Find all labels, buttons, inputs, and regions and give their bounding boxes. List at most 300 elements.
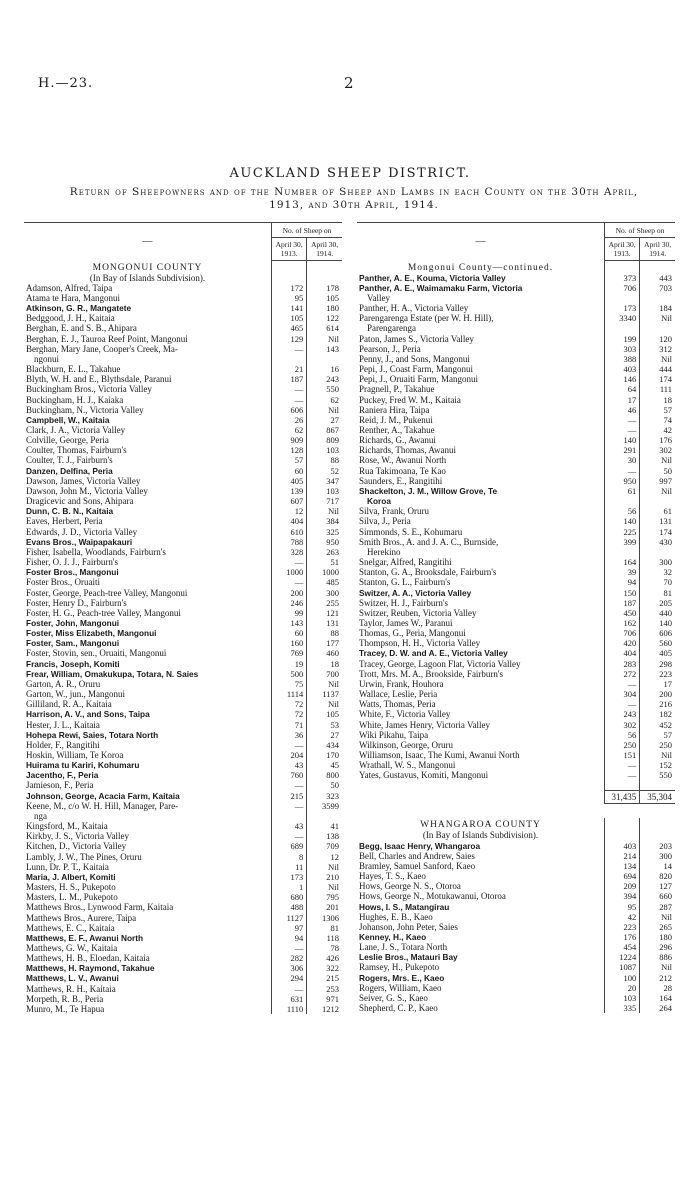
owner-name: Johanson, John Peter, Saies (359, 921, 458, 932)
column-header-name: — (357, 223, 605, 261)
empty-cell (640, 830, 675, 840)
table-row (357, 344, 675, 354)
sheep-1913: 199 (605, 334, 640, 344)
sheep-1913: 607 (272, 496, 307, 506)
owner-name: Adamson, Alfred, Taipa (26, 282, 113, 293)
sheep-1914: 550 (640, 770, 675, 780)
sheep-1914: 215 (307, 973, 342, 983)
owner-name: Pepi, J., Coast Farm, Mangonui (359, 364, 473, 375)
owner-name: Holder, F., Rangitihi (26, 739, 100, 750)
owner-name: Dawson, James, Victoria Valley (26, 475, 141, 486)
column-header-1913: April 30, 1913. (605, 238, 640, 261)
sheep-1913: 42 (605, 912, 640, 922)
table-row (24, 669, 342, 679)
owner-name: Paton, James S., Victoria Valley (359, 333, 474, 344)
table-row (24, 811, 342, 821)
sheep-1914: 14 (640, 861, 675, 871)
county-total-row (357, 791, 675, 804)
owner-name: Wallace, Leslie, Peria (359, 689, 438, 700)
sheep-1913: 1000 (272, 567, 307, 577)
owner-name: Matthews, E. C., Kaitaia (26, 922, 115, 933)
table-row (357, 618, 675, 628)
owner-name: Richards, Thomas, Awanui (359, 445, 456, 456)
sheep-1914: 81 (640, 588, 675, 598)
sheep-1913: 294 (272, 973, 307, 983)
sheep-1914: 440 (640, 608, 675, 618)
sheep-1914: Nil (307, 862, 342, 872)
sheep-1914: 176 (640, 435, 675, 445)
owner-name: Urwin, Frank, Houhora (359, 678, 444, 689)
owner-name: Valley (367, 292, 390, 303)
sheep-1913: 151 (605, 750, 640, 760)
table-row (357, 699, 675, 709)
sheep-1913: 60 (272, 628, 307, 638)
sheep-1914 (640, 547, 675, 557)
table-row (24, 567, 342, 577)
sheep-1914: 105 (307, 293, 342, 303)
sheep-1913: 399 (605, 537, 640, 547)
owner-name: Penny, J., and Sons, Mangonui (359, 353, 470, 364)
table-body-left (24, 261, 342, 1015)
table-row (357, 740, 675, 750)
table-row (24, 466, 342, 476)
sheep-1914: 131 (640, 516, 675, 526)
sheep-1914: 164 (640, 993, 675, 1003)
sheep-1914: 452 (640, 720, 675, 730)
owner-name: Lunn, Dr. P. T., Kaitaia (26, 861, 109, 872)
spacer-row (357, 780, 675, 790)
document-title: AUCKLAND SHEEP DISTRICT. (229, 166, 471, 181)
table-row (357, 932, 675, 942)
table-row (357, 720, 675, 730)
sheep-1913: 204 (272, 750, 307, 760)
sheep-1913: 373 (605, 273, 640, 283)
sheep-1914: 426 (307, 953, 342, 963)
owner-name: Wrathall, W. S., Mangonui (359, 760, 456, 771)
sheep-1913: 95 (605, 902, 640, 912)
sheep-1913: 39 (605, 567, 640, 577)
owner-name: Berghan, E. and S. B., Ahipara (26, 323, 137, 334)
subdivision-row (357, 830, 675, 840)
table-row (24, 516, 342, 526)
sheep-1913: 99 (272, 608, 307, 618)
table-row (357, 466, 675, 476)
table-row (357, 455, 675, 465)
sheep-1913: 140 (605, 435, 640, 445)
owner-name: Foster, H. G., Peach-tree Valley, Mangonui (26, 607, 181, 618)
sheep-1913: 403 (605, 841, 640, 851)
owner-name: Stanton, G. L., Fairburn's (359, 577, 451, 588)
owner-name: Hayes, T. S., Kaeo (359, 871, 426, 882)
sheep-1913: 56 (605, 730, 640, 740)
table-row (24, 374, 342, 384)
owner-name: Dunn, C. B. N., Kaitaia (26, 506, 114, 517)
owner-name: Parengarenga Estate (per W. H. Hill), (359, 313, 494, 324)
table-row (357, 983, 675, 993)
table-row (357, 689, 675, 699)
owner-name: Taylor, James W., Paranui (359, 617, 453, 628)
owner-name: Reid, J. M., Pukenui (359, 414, 433, 425)
owner-name: Gilliland, R. A., Kaitaia (26, 699, 112, 710)
sheep-1913: 610 (272, 527, 307, 537)
sheep-1913: — (272, 984, 307, 994)
document-reference: H.—23. (38, 76, 94, 91)
sheep-1913: 187 (272, 374, 307, 384)
sheep-1914: 210 (307, 872, 342, 882)
owner-name: Hoskin, William, Te Koroa (26, 750, 124, 760)
table-row (24, 425, 342, 435)
table-row (357, 496, 675, 506)
owner-name: Koroa (367, 496, 391, 507)
sheep-1913 (605, 323, 640, 333)
sheep-1913: 128 (272, 445, 307, 455)
sheep-1913: 160 (272, 638, 307, 648)
table-body-right (357, 261, 675, 1014)
owner-name: Matthews, L. V., Awanui (26, 973, 119, 984)
sheep-1913: 306 (272, 963, 307, 973)
sheep-1913: 388 (605, 354, 640, 364)
owner-name: Masters, H. S., Pukepoto (26, 882, 116, 893)
table-row (357, 1003, 675, 1013)
table-row (24, 506, 342, 516)
sheep-1913: 64 (605, 384, 640, 394)
table-row (24, 638, 342, 648)
owner-name: Fisher, O. J. J., Fairburn's (26, 557, 119, 568)
sheep-1913: — (605, 699, 640, 709)
table-row (24, 608, 342, 618)
sheep-1913: 100 (605, 973, 640, 983)
table-row (24, 862, 342, 872)
table-row (24, 720, 342, 730)
owner-name: Fisher, Isabella, Woodlands, Fairburn's (26, 546, 166, 557)
table-row (357, 547, 675, 557)
owner-name: Bramley, Samuel Sanford, Kaeo (359, 860, 476, 871)
sheep-1914: 203 (640, 841, 675, 851)
owner-name: Saunders, E., Rangitihi (359, 475, 443, 486)
sheep-1914: 223 (640, 669, 675, 679)
owner-name: Panther, A. E., Kouma, Victoria Valley (359, 272, 506, 283)
sheep-1913: — (272, 384, 307, 394)
table-row (24, 598, 342, 608)
sheep-1913: 403 (605, 364, 640, 374)
sheep-1914: 800 (307, 770, 342, 780)
sheep-1914: 820 (640, 871, 675, 881)
sheep-1913: 11 (272, 862, 307, 872)
sheep-1914: Nil (640, 313, 675, 323)
table-row (357, 598, 675, 608)
sheep-1913: 187 (605, 598, 640, 608)
table-row (24, 537, 342, 547)
sheep-1914: 12 (307, 852, 342, 862)
sheep-1913: 140 (605, 516, 640, 526)
sheep-1913: 139 (272, 486, 307, 496)
sheep-1914: 323 (307, 791, 342, 801)
sheep-1913: 21 (272, 364, 307, 374)
sheep-1913: 95 (272, 293, 307, 303)
owner-name: Shepherd, C. P., Kaeo (359, 1003, 438, 1014)
sheep-1913: 36 (272, 730, 307, 740)
sheep-1914: 50 (307, 780, 342, 790)
table-row (24, 283, 342, 293)
sheep-1914: Nil (640, 486, 675, 496)
county-heading: MONGONUI COUNTY (92, 262, 203, 273)
table-row (357, 922, 675, 932)
sheep-1913: 450 (605, 608, 640, 618)
column-group-header: No. of Sheep on (605, 223, 676, 238)
table-row (357, 506, 675, 516)
sheep-1914: 265 (640, 922, 675, 932)
table-row (357, 588, 675, 598)
table-row (357, 364, 675, 374)
owner-name: Frear, William, Omakukupa, Totara, N. Saies (26, 668, 199, 679)
table-row (24, 750, 342, 760)
sheep-1914: 174 (640, 527, 675, 537)
sheep-1914: 122 (307, 313, 342, 323)
owner-name: Silva, J., Peria (359, 516, 411, 527)
owner-name: Renther, A., Takahue (359, 425, 435, 435)
sheep-1914: 216 (640, 699, 675, 709)
owner-name: Wilkinson, George, Oruru (359, 739, 453, 750)
sheep-1913: 335 (605, 1003, 640, 1013)
sheep-1914: 703 (640, 283, 675, 293)
table-row (24, 313, 342, 323)
table-row (357, 577, 675, 587)
table-row (24, 334, 342, 344)
owner-name: Garton, A. R., Oruru (26, 678, 101, 689)
owner-name: Tracey, D. W. and A. E., Victoria Valley (359, 648, 508, 659)
sheep-1914: 111 (640, 384, 675, 394)
sheep-1914: 971 (307, 994, 342, 1004)
owner-name: Snelgar, Alfred, Rangitihi (359, 557, 452, 568)
owner-name: Panther, H. A., Victoria Valley (359, 303, 469, 314)
sheep-1914: 300 (640, 557, 675, 567)
sheep-1914: 250 (640, 740, 675, 750)
sheep-1913: 243 (605, 709, 640, 719)
sheep-1914: 42 (640, 425, 675, 435)
table-row (357, 952, 675, 962)
owner-name: Coulter, T. J., Fairburn's (26, 455, 113, 466)
empty-cell (640, 261, 675, 273)
owner-name: Foster, George, Peach-tree Valley, Mangonui (26, 587, 188, 598)
owner-name: Ramsey, H., Pukepoto (359, 962, 440, 973)
sheep-1914: 312 (640, 344, 675, 354)
table-row (357, 527, 675, 537)
owner-name: Buckingham, N., Victoria Valley (26, 404, 144, 415)
sheepowners-table-left (24, 222, 342, 1014)
sheep-1913: — (272, 943, 307, 953)
table-row (357, 861, 675, 871)
table-row (24, 476, 342, 486)
owner-name: Thomas, G., Peria, Mangonui (359, 628, 466, 639)
table-row (357, 486, 675, 496)
owner-name: Stanton, G. A., Brooksdale, Fairburn's (359, 567, 497, 578)
table-row (357, 871, 675, 881)
owner-name: Masters, L. M., Pukepoto (26, 892, 118, 903)
sheep-1914: 52 (307, 466, 342, 476)
owner-name: Williamson, Isaac, The Kumi, Awanui North (359, 750, 520, 760)
owner-name: Hohepa Rewi, Saies, Totara North (26, 729, 159, 740)
sheep-1914: 81 (307, 923, 342, 933)
sheep-1914: Nil (307, 506, 342, 516)
sheep-1913: 788 (272, 537, 307, 547)
sheep-1914: 997 (640, 476, 675, 486)
owner-name: Buckingham Bros., Victoria Valley (26, 384, 152, 395)
sheep-1913: 94 (272, 933, 307, 943)
owner-name: Munro, M., Te Hapua (26, 1003, 105, 1014)
table-row (357, 760, 675, 770)
sheep-1913: 20 (605, 983, 640, 993)
sheep-1914: Nil (307, 882, 342, 892)
owner-name: Matthews, G. W., Kaitaia (26, 942, 118, 953)
table-row (357, 993, 675, 1003)
table-row (357, 770, 675, 780)
sheep-1914: Nil (640, 354, 675, 364)
column-header-1913: April 30, 1913. (272, 238, 307, 261)
owner-name: Watts, Thomas, Peria (359, 699, 436, 710)
sheep-1914: 180 (640, 932, 675, 942)
owner-name: Lambly, J. W., The Pines, Oruru (26, 851, 142, 862)
sheep-1913: 606 (272, 405, 307, 415)
table-row (24, 435, 342, 445)
sheep-1913: 272 (605, 669, 640, 679)
owner-name: Hows, George N. S., Otoroa (359, 881, 461, 892)
sheep-1914: 384 (307, 516, 342, 526)
sheep-1914: 201 (307, 902, 342, 912)
sheep-1913 (272, 354, 307, 364)
sheep-1913: — (272, 801, 307, 811)
sheep-1913: 103 (605, 993, 640, 1003)
owner-name: Richards, G., Awanui (359, 435, 436, 446)
document-subtitle: Return of Sheepowners and of the Number of Sheep and Lambs in each County on the 30th April, 1913, and 30th April, 1914. (69, 186, 639, 211)
sheep-1914 (307, 811, 342, 821)
right-column (357, 222, 675, 1013)
sheep-1914: 184 (640, 303, 675, 313)
owner-name: Buckingham, H. J., Kaiaka (26, 394, 124, 405)
owner-name: Yates, Gustavus, Komiti, Mangonui (359, 770, 489, 781)
sheep-1913 (272, 811, 307, 821)
sheep-1913: 769 (272, 648, 307, 658)
owner-name: Foster Bros., Oruaiti (26, 577, 100, 588)
sheep-1913: 706 (605, 628, 640, 638)
owner-name: Jacentho, F., Peria (26, 770, 99, 781)
table-row (24, 902, 342, 912)
sheep-1913: 302 (605, 720, 640, 730)
table-row (24, 689, 342, 699)
owner-name: Matthews, R. H., Kaitaia (26, 983, 116, 994)
empty-cell (640, 818, 675, 830)
owner-name: Lane, J. S., Totara North (359, 942, 448, 953)
table-row (24, 547, 342, 557)
table-row (357, 567, 675, 577)
sheep-1914 (640, 293, 675, 303)
sheep-1914: 300 (640, 851, 675, 861)
sheep-1914: 405 (640, 648, 675, 658)
table-row (24, 892, 342, 902)
owner-name: Dawson, John M., Victoria Valley (26, 485, 148, 496)
owner-name: Blyth, W. H. and E., Blythsdale, Paranui (26, 374, 172, 385)
owner-name: Rogers, William, Kaeo (359, 982, 442, 993)
empty-cell (272, 273, 307, 283)
sheep-1913: 250 (605, 740, 640, 750)
sheep-1914 (640, 323, 675, 333)
sheep-1914: 717 (307, 496, 342, 506)
sheep-1913: 46 (605, 405, 640, 415)
sheep-1914: 795 (307, 892, 342, 902)
county-heading-row (357, 261, 675, 273)
sheep-1913: 209 (605, 881, 640, 891)
table-row (357, 557, 675, 567)
table-row (357, 303, 675, 313)
table-row (357, 638, 675, 648)
table-row (357, 628, 675, 638)
sheep-1914: 51 (307, 557, 342, 567)
sheep-1913: 143 (272, 618, 307, 628)
owner-name: Pearson, J., Peria (359, 343, 421, 354)
table-row (24, 791, 342, 801)
table-row (24, 913, 342, 923)
owner-name: Morpeth, R. B., Peria (26, 993, 104, 1004)
sheep-1914: 243 (307, 374, 342, 384)
table-row (357, 648, 675, 658)
empty-cell (272, 261, 307, 273)
table-row (24, 455, 342, 465)
sheep-1913: 1087 (605, 962, 640, 972)
owner-name: ngonui (34, 353, 60, 364)
sheep-1913: 246 (272, 598, 307, 608)
subdivision-note: (In Bay of Islands Subdivision). (89, 272, 206, 283)
owner-name: Pragnell, P., Takahue (359, 384, 435, 395)
sheep-1914: 1306 (307, 913, 342, 923)
sheep-1913: 1110 (272, 1004, 307, 1014)
sheep-1913: 43 (272, 760, 307, 770)
sheep-1914 (307, 354, 342, 364)
owner-name: Tracey, George, Lagoon Flat, Victoria Valley (359, 658, 521, 669)
owner-name: Hows, I. S., Matangirau (359, 901, 450, 912)
sheep-1913: 30 (605, 455, 640, 465)
sheep-1914: 57 (640, 405, 675, 415)
owner-name: White, James Henry, Victoria Valley (359, 719, 491, 730)
sheep-1914: 50 (640, 466, 675, 476)
table-row (357, 608, 675, 618)
sheep-1914: 121 (307, 608, 342, 618)
owner-name: Rua Takimoana, Te Kao (359, 465, 446, 476)
owner-name: Evans Bros., Waipapakauri (26, 536, 133, 547)
table-row (357, 841, 675, 851)
sheep-1914: 485 (307, 577, 342, 587)
sheep-1913: 225 (605, 527, 640, 537)
owner-name: Maria, J. Albert, Komiti (26, 871, 116, 882)
sheep-1913: 19 (272, 659, 307, 669)
column-group-header: No. of Sheep on (272, 223, 343, 238)
table-row (357, 415, 675, 425)
table-row (357, 334, 675, 344)
table-row (24, 303, 342, 313)
sheep-1913: 97 (272, 923, 307, 933)
table-row (24, 933, 342, 943)
sheep-1913: 291 (605, 445, 640, 455)
table-row (24, 852, 342, 862)
table-row (24, 364, 342, 374)
owner-name: Campbell, W., Kaitaia (26, 414, 110, 425)
sheep-1914: Nil (640, 455, 675, 465)
table-row (357, 323, 675, 333)
table-row (357, 476, 675, 486)
owner-name: Matthews, H. B., Eloedan, Kaitaia (26, 953, 150, 964)
sheep-1913: — (605, 679, 640, 689)
owner-name: Parengarenga (367, 323, 416, 334)
sheep-1914: 347 (307, 476, 342, 486)
sheep-1914: 28 (640, 983, 675, 993)
